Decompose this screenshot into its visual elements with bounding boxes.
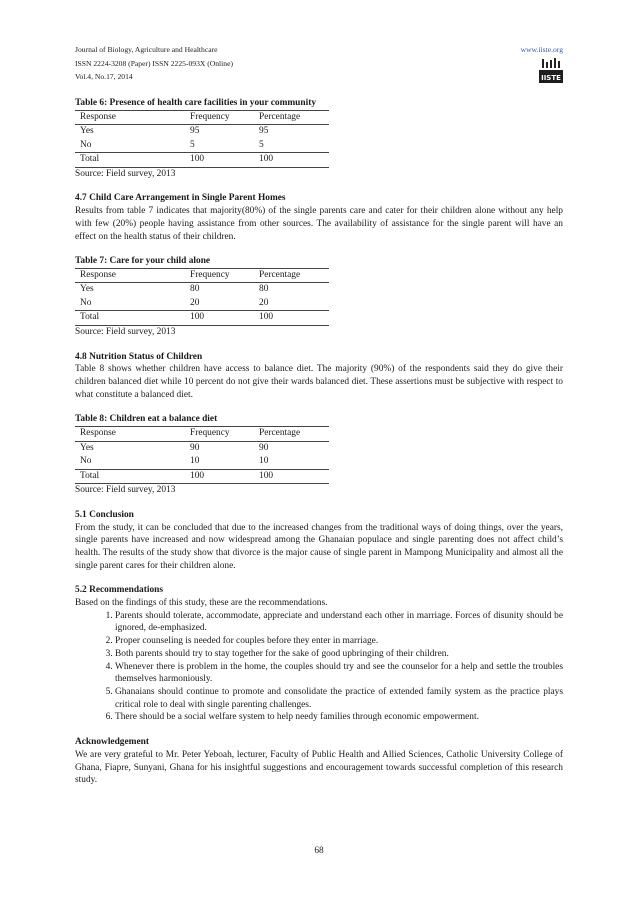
column-header: Percentage bbox=[254, 427, 329, 442]
section-4-7-heading: 4.7 Child Care Arrangement in Single Parent Homes bbox=[75, 193, 286, 204]
table-cell: 10 bbox=[259, 456, 269, 467]
section-5-2-heading: 5.2 Recommendations bbox=[75, 585, 164, 596]
section-4-8-text: Table 8 shows whether children have access to balance diet. The majority (90%) of the respondents said they do give their children balanced diet while 10 percent do not give their wards balanced diet. These assertions must be subjective with respect to what constitute a balanced diet. bbox=[75, 364, 563, 400]
table-row bbox=[75, 455, 329, 469]
list-item: 5. Ghanaians should continue to promote and consolidate the practice of extended family system as the practice plays critical role to deal with single parenting challenges. bbox=[115, 686, 563, 711]
table-header-row bbox=[75, 427, 329, 442]
table-8-caption: Table 8: Children eat a balance diet bbox=[75, 414, 218, 425]
section-4-7-text: Results from table 7 indicates that majority(80%) of the single parents care and cater for their children alone without any help with few (20%) people having assistance from other sources. The availability of assistance for the single parent will have an effect on the health status of their children. bbox=[75, 206, 563, 242]
section-4-8-heading: 4.8 Nutrition Status of Children bbox=[75, 351, 203, 362]
column-header: Frequency bbox=[185, 110, 254, 125]
column-header: Response bbox=[75, 268, 185, 283]
issn-line: ISSN 2224-3208 (Paper) ISSN 2225-093X (Online) bbox=[75, 58, 233, 68]
journal-website-link[interactable]: www.iiste.org bbox=[520, 45, 563, 54]
table-total-row bbox=[75, 311, 329, 326]
column-header: Percentage bbox=[254, 110, 329, 125]
list-item: 1. Parents should tolerate, accommodate, appreciate and understand each other in marriage. Forces of disunity should be ignored, de-emphasized. bbox=[115, 610, 563, 635]
table-cell: 80 bbox=[259, 284, 269, 295]
table-cell: 100 bbox=[254, 469, 329, 484]
column-header: Response bbox=[75, 110, 185, 125]
table-cell: Total bbox=[75, 469, 185, 484]
table-8-source: Source: Field survey, 2013 bbox=[75, 485, 176, 496]
table-header-row bbox=[75, 110, 329, 125]
section-5-2-intro: Based on the findings of this study, these are the recommendations. bbox=[75, 598, 328, 609]
page-content bbox=[75, 97, 563, 799]
table-7 bbox=[75, 268, 329, 326]
section-5-1-text: From the study, it can be concluded that due to the increased changes from the traditional ways of doing things, over the years, single parents have increased and now widespread among the Ghanaian populace and single parenting does not affect child’s health. The results of the study show that divorce is the major cause of single parent in Mampong Municipality and almost all the single parent cares for their children alone. bbox=[75, 522, 563, 571]
list-item: 6. There should be a social welfare system to help needy families through economic empowerment. bbox=[115, 711, 563, 724]
table-cell: No bbox=[80, 456, 92, 467]
table-cell: Yes bbox=[80, 126, 94, 137]
column-header: Frequency bbox=[185, 427, 254, 442]
table-total-row bbox=[75, 469, 329, 484]
table-cell: No bbox=[80, 297, 92, 308]
table-7-caption: Table 7: Care for your child alone bbox=[75, 256, 211, 267]
table-cell: 5 bbox=[190, 139, 195, 150]
table-cell: 90 bbox=[259, 442, 269, 453]
list-item: 3. Both parents should try to stay together for the sake of good upbringing of their children. bbox=[115, 648, 563, 661]
volume-line: Vol.4, No.17, 2014 bbox=[75, 72, 133, 81]
list-item: 2. Proper counseling is needed for couples before they enter in marriage. bbox=[115, 635, 563, 648]
table-cell: 100 bbox=[254, 311, 329, 326]
list-item: 4. Whenever there is problem in the home, the couples should try and see the counselor for a help and settle the troubles themselves harmoniously. bbox=[115, 661, 563, 686]
table-cell: No bbox=[80, 139, 92, 150]
table-cell: 5 bbox=[259, 139, 264, 150]
table-cell: 20 bbox=[190, 297, 200, 308]
table-cell: 100 bbox=[185, 469, 254, 484]
table-cell: 80 bbox=[190, 284, 200, 295]
journal-title: Journal of Biology, Agriculture and Healthcare bbox=[75, 45, 218, 54]
section-5-1-heading: 5.1 Conclusion bbox=[75, 509, 134, 520]
acknowledgement-text: We are very grateful to Mr. Peter Yeboah, lecturer, Faculty of Public Health and Allied Sciences, Catholic University College of Ghana, Fiapre, Sunyani, Ghana for his insightful suggestions and encouragement towards successful completion of this research study. bbox=[75, 749, 563, 786]
table-cell: 100 bbox=[185, 153, 254, 168]
table-cell: Yes bbox=[80, 442, 94, 453]
acknowledgement-heading: Acknowledgement bbox=[75, 737, 149, 748]
table-cell: Total bbox=[75, 153, 185, 168]
table-8 bbox=[75, 426, 329, 484]
table-row bbox=[75, 125, 329, 139]
table-row bbox=[75, 283, 329, 297]
table-cell: 90 bbox=[190, 442, 200, 453]
table-6 bbox=[75, 110, 329, 168]
table-row bbox=[75, 139, 329, 153]
table-row bbox=[75, 441, 329, 455]
table-cell: 20 bbox=[259, 297, 269, 308]
table-cell: Total bbox=[75, 311, 185, 326]
logo-text: IISTE bbox=[541, 74, 561, 82]
table-header-row bbox=[75, 268, 329, 283]
table-6-source: Source: Field survey, 2013 bbox=[75, 168, 176, 179]
table-cell: 95 bbox=[259, 126, 269, 137]
recommendations-list bbox=[75, 610, 563, 724]
column-header: Frequency bbox=[185, 268, 254, 283]
table-cell: 100 bbox=[254, 153, 329, 168]
column-header: Percentage bbox=[254, 268, 329, 283]
table-7-source: Source: Field survey, 2013 bbox=[75, 326, 176, 337]
table-cell: 95 bbox=[190, 126, 200, 137]
page-number: 68 bbox=[314, 846, 324, 856]
table-cell: 10 bbox=[190, 456, 200, 467]
journal-header bbox=[75, 43, 563, 84]
table-row bbox=[75, 297, 329, 311]
column-header: Response bbox=[75, 427, 185, 442]
table-6-caption: Table 6: Presence of health care facilities in your community bbox=[75, 98, 317, 108]
iiste-logo-icon bbox=[539, 57, 563, 83]
table-cell: 100 bbox=[185, 311, 254, 326]
table-cell: Yes bbox=[80, 284, 94, 295]
table-total-row bbox=[75, 153, 329, 168]
